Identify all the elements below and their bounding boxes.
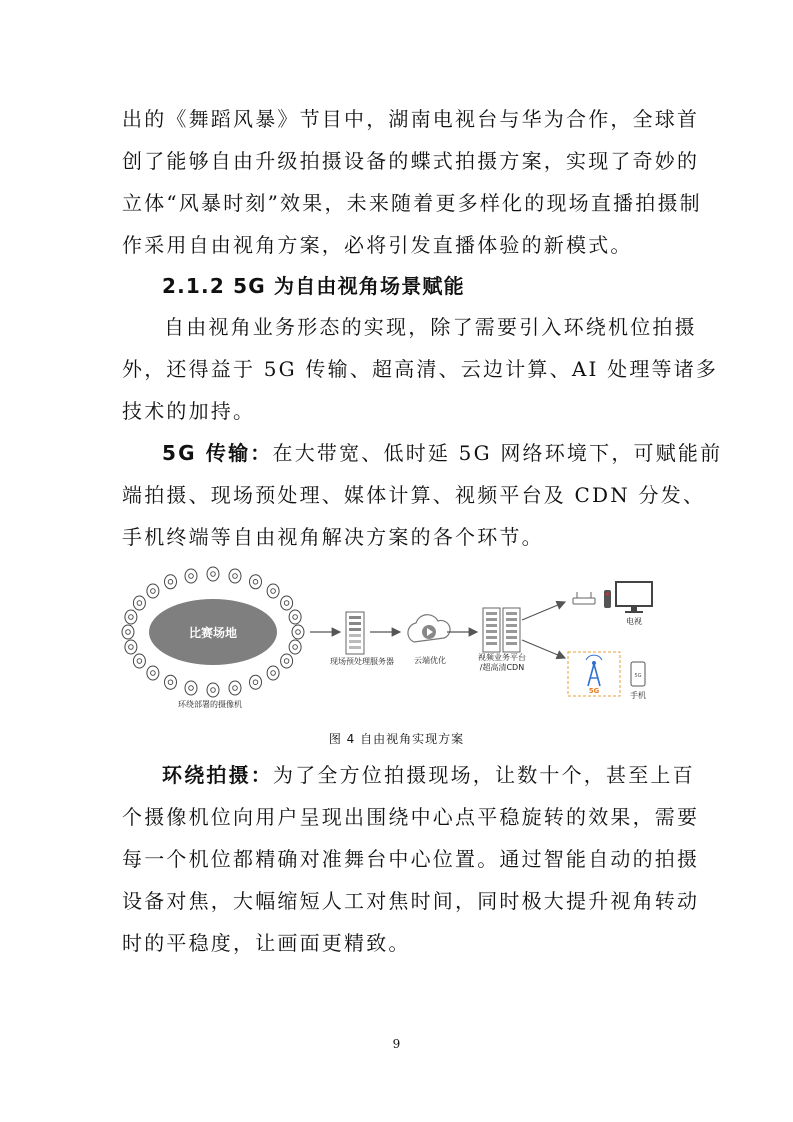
camera-icon <box>267 584 279 598</box>
paragraph-line: 外，还得益于 5G 传输、超高清、云边计算、AI 处理等诸多 <box>122 357 719 381</box>
paragraph-line: 端拍摄、现场预处理、媒体计算、视频平台及 CDN 分发、 <box>122 483 706 507</box>
cameras-label: 环绕部署的摄像机 <box>178 700 242 709</box>
camera-icon <box>292 625 304 639</box>
lead-text: 在大带宽、低时延 5G 网络环境下，可赋能前 <box>272 441 723 465</box>
tv-label: 电视 <box>626 617 642 626</box>
venue-label: 比赛场地 <box>188 626 238 640</box>
paragraph-1 <box>122 98 702 266</box>
platform-icon <box>483 608 520 652</box>
camera-icon <box>125 640 137 654</box>
camera-icon <box>122 625 134 639</box>
camera-icon <box>289 610 301 624</box>
paragraph-line: 每一个机位都精确对准舞台中心位置。通过智能自动的拍摄 <box>122 847 700 871</box>
figure-caption: 图 4 自由视角实现方案 <box>328 732 465 746</box>
camera-icon <box>133 596 145 610</box>
remote-icon <box>604 590 611 608</box>
camera-icon <box>250 575 262 589</box>
camera-icon <box>147 584 159 598</box>
camera-icon <box>250 675 262 689</box>
lead-term: 5G 传输： <box>162 441 273 465</box>
camera-icon <box>133 654 145 668</box>
paragraph-4 <box>122 754 700 964</box>
platform-label-1: 视频业务平台 <box>478 653 526 662</box>
tv-icon <box>616 582 652 613</box>
camera-icon <box>289 640 301 654</box>
phone-label: 手机 <box>630 691 646 700</box>
camera-icon <box>185 569 197 583</box>
router-icon <box>573 592 595 604</box>
page-number: 9 <box>392 1037 401 1051</box>
camera-icon <box>125 610 137 624</box>
paragraph-line: 设备对焦，大幅缩短人工对焦时间，同时极大提升视角转动 <box>122 889 700 913</box>
lead-term: 环绕拍摄： <box>162 763 273 787</box>
cloud-icon <box>408 615 450 642</box>
paragraph-line: 创了能够自由升级拍摄设备的蝶式拍摄方案，实现了奇妙的 <box>122 149 700 173</box>
paragraph-line <box>122 432 723 474</box>
camera-icon <box>165 675 177 689</box>
section-heading: 2.1.2 5G 为自由视角场景赋能 <box>162 274 465 298</box>
paragraph-3 <box>122 432 723 558</box>
paragraph-line: 个摄像机位向用户呈现出围绕中心点平稳旋转的效果，需要 <box>122 805 700 829</box>
camera-icon <box>229 681 241 695</box>
camera-icon <box>207 683 219 697</box>
camera-icon <box>185 681 197 695</box>
camera-icon <box>281 654 293 668</box>
paragraph-line: 时的平稳度，让画面更精致。 <box>122 931 411 955</box>
server-label: 现场预处理服务器 <box>330 657 394 666</box>
phone-small-label: 5G <box>634 673 642 679</box>
paragraph-line <box>122 754 695 796</box>
paragraph-line: 技术的加持。 <box>122 399 256 423</box>
paragraph-2 <box>122 306 719 432</box>
cloud-label: 云端优化 <box>414 656 446 665</box>
arrow-to-tv <box>522 602 565 620</box>
platform-label-2: /超高清CDN <box>479 663 525 672</box>
paragraph-line: 手机终端等自由视角解决方案的各个环节。 <box>122 525 544 549</box>
camera-icon <box>207 567 219 581</box>
arrow-to-phone <box>522 640 565 658</box>
server-icon <box>346 612 364 654</box>
camera-icon <box>229 569 241 583</box>
figure-diagram <box>0 560 793 720</box>
camera-icon <box>267 666 279 680</box>
camera-icon <box>165 575 177 589</box>
paragraph-line: 出的《舞蹈风暴》节目中，湖南电视台与华为合作，全球首 <box>122 107 700 131</box>
fiveg-label: 5G <box>588 687 600 695</box>
paragraph-line: 作采用自由视角方案，必将引发直播体验的新模式。 <box>122 233 633 257</box>
camera-icon <box>281 596 293 610</box>
lead-text: 为了全方位拍摄现场，让数十个，甚至上百 <box>273 763 695 787</box>
paragraph-line: 立体“风暴时刻”效果，未来随着更多样化的现场直播拍摄制 <box>122 191 702 215</box>
paragraph-line: 自由视角业务形态的实现，除了需要引入环绕机位拍摄 <box>164 315 697 339</box>
camera-icon <box>147 666 159 680</box>
